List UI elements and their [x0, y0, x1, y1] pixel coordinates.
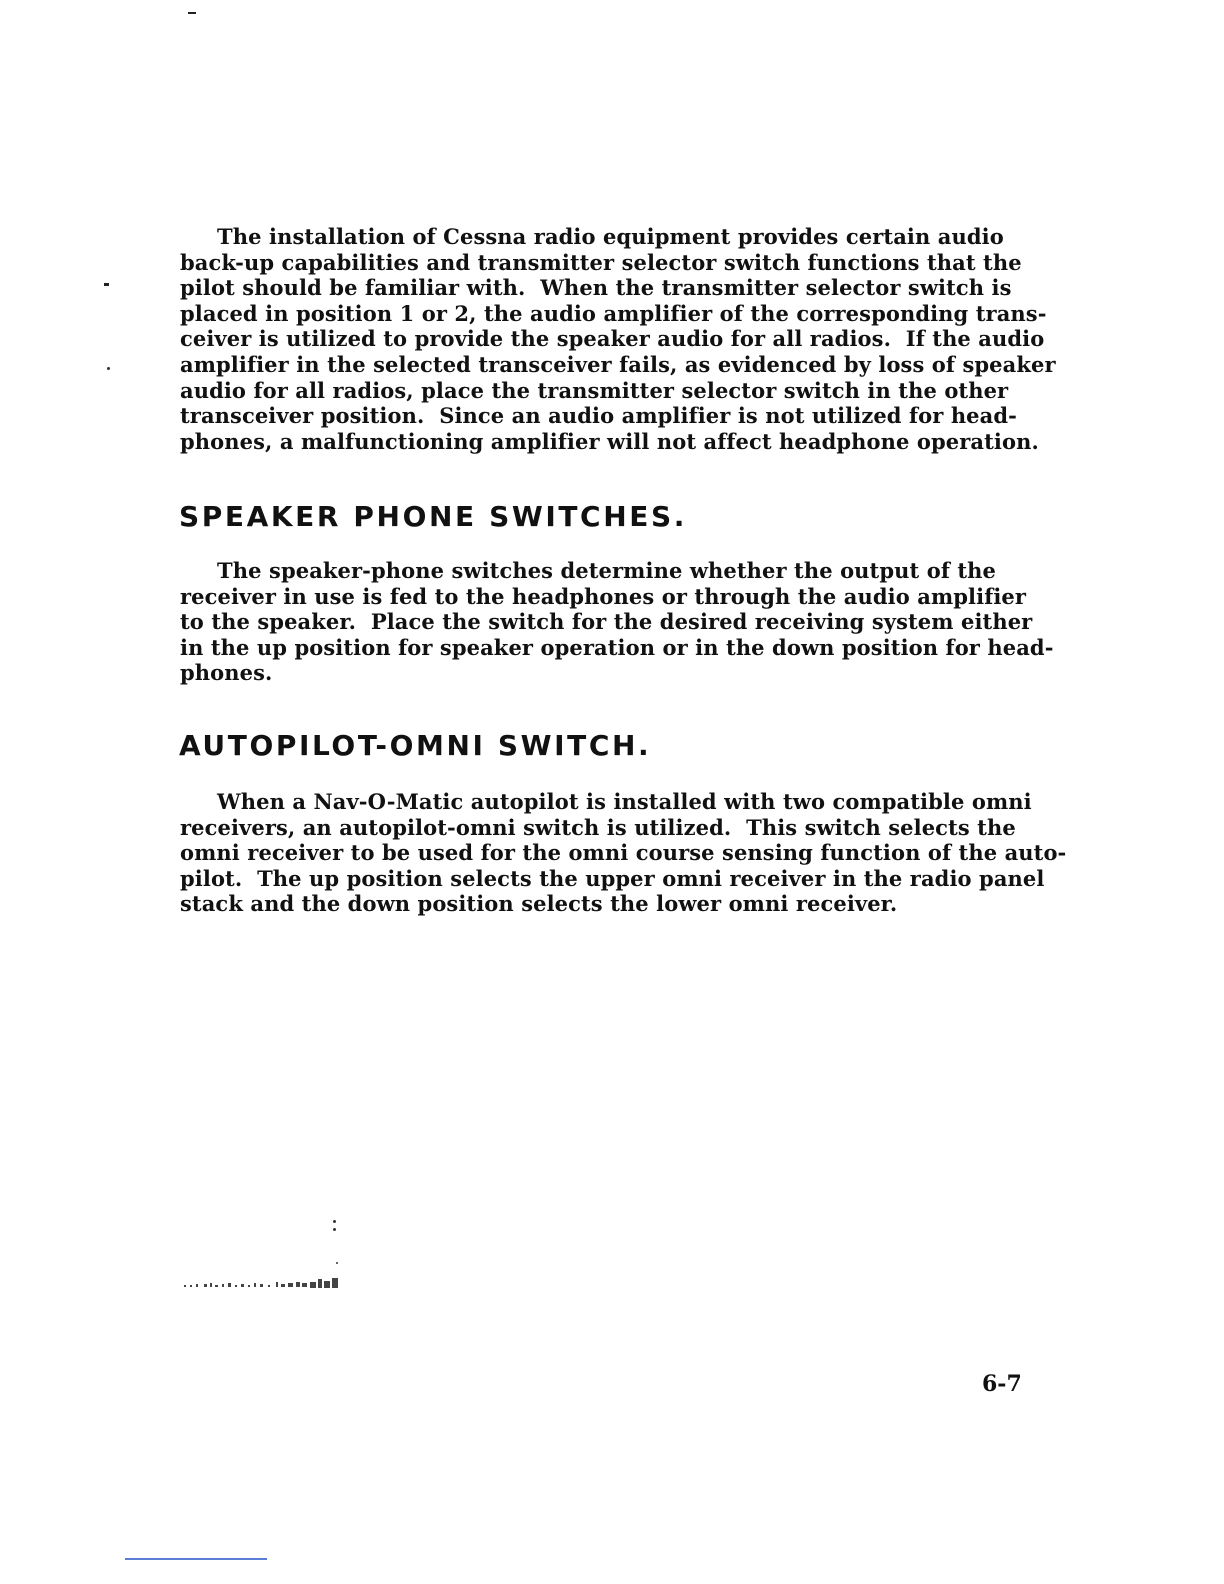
- autopilot-omni-line: receivers, an autopilot-omni switch is utilized. This switch selects the: [180, 814, 1016, 840]
- speaker-phone-line: to the speaker. Place the switch for the desired receiving system either: [180, 609, 1033, 635]
- scan-artifact-smudge: [184, 1276, 342, 1290]
- speaker-phone-paragraph: [180, 558, 1054, 686]
- scan-speck: [333, 1220, 336, 1223]
- autopilot-omni-line: omni receiver to be used for the omni course sensing function of the auto-: [180, 840, 1067, 866]
- scan-speck: [333, 1228, 336, 1231]
- intro-line: transceiver position. Since an audio amplifier is not utilized for head-: [180, 403, 1017, 429]
- speaker-phone-line: The speaker-phone switches determine whether the output of the: [180, 558, 996, 583]
- intro-line: placed in position 1 or 2, the audio amplifier of the corresponding trans-: [180, 300, 1047, 326]
- speaker-phone-line: phones.: [180, 660, 273, 686]
- section-heading-autopilot-omni-switch: AUTOPILOT-OMNI SWITCH.: [179, 729, 652, 762]
- autopilot-omni-line: pilot. The up position selects the upper omni receiver in the radio panel: [180, 865, 1045, 891]
- scan-mark-left-1: [104, 283, 109, 286]
- bottom-edge-rule: [125, 1558, 267, 1560]
- scan-mark-top: [188, 12, 196, 14]
- section-heading-speaker-phone-switches: SPEAKER PHONE SWITCHES.: [179, 500, 687, 533]
- autopilot-omni-paragraph: [180, 789, 1066, 917]
- intro-line: The installation of Cessna radio equipment provides certain audio: [180, 224, 1004, 249]
- intro-line: phones, a malfunctioning amplifier will not affect headphone operation.: [180, 428, 1039, 454]
- scan-mark-left-2: [107, 367, 110, 370]
- intro-paragraph: [180, 224, 1056, 454]
- page-number: 6-7: [982, 1371, 1022, 1397]
- speaker-phone-line: in the up position for speaker operation or in the down position for head-: [180, 634, 1054, 660]
- intro-line: amplifier in the selected transceiver fails, as evidenced by loss of speaker: [180, 351, 1056, 377]
- intro-line: audio for all radios, place the transmitter selector switch in the other: [180, 377, 1009, 403]
- autopilot-omni-line: When a Nav-O-Matic autopilot is installed with two compatible omni: [180, 789, 1032, 814]
- intro-line: ceiver is utilized to provide the speaker audio for all radios. If the audio: [180, 326, 1045, 352]
- scan-speck: [336, 1262, 338, 1264]
- intro-line: back-up capabilities and transmitter selector switch functions that the: [180, 249, 1022, 275]
- intro-line: pilot should be familiar with. When the transmitter selector switch is: [180, 275, 1012, 301]
- speaker-phone-line: receiver in use is fed to the headphones or through the audio amplifier: [180, 583, 1027, 609]
- autopilot-omni-line: stack and the down position selects the lower omni receiver.: [180, 891, 898, 917]
